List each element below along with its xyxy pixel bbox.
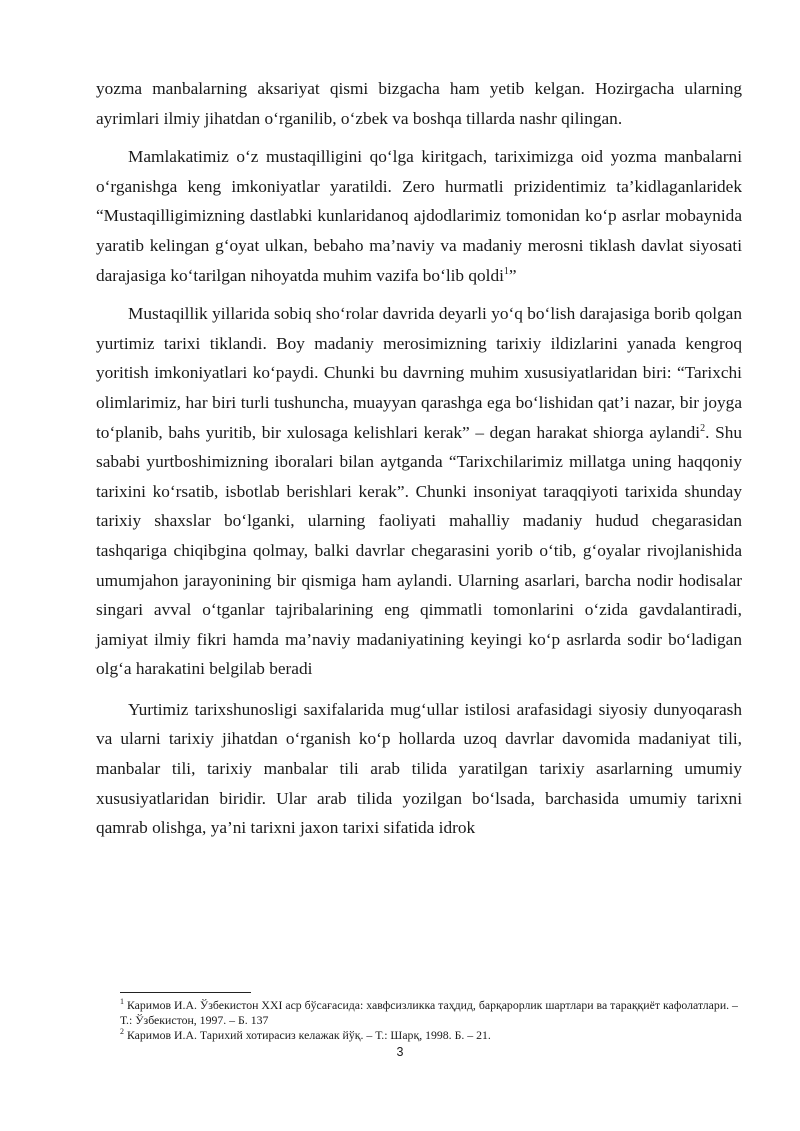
- footnote-ref-2[interactable]: 2: [700, 422, 706, 434]
- main-text: [96, 74, 742, 843]
- paragraph-3-text-a: Mustaqillik yillarida sobiq sho‘rolar davrida deyarli yo‘q bo‘lish darajasiga borib qolgan yurtimiz tarixi tiklandi. Boy madaniy merosimizning tarixiy ildizlarini yanada kengroq yoritish imkoniyatlari ko‘paydi. Chunki bu davrning muhim xususiyatlaridan biri: “Tarixchi olimlarimiz, har biri turli tushuncha, muayyan qarashga ega bo‘lishidan qat’i nazar, bir joyga to‘planib, bahs yuritib, bir xulosaga kelishlari kerak” – degan harakat shiorga aylandi: [96, 304, 742, 442]
- paragraph-1: [96, 74, 742, 133]
- page-number: 3: [396, 1045, 404, 1059]
- footnote-1-text: Каримов И.А. Ўзбекистон XXI аср бўсағасида: хавфсизликка таҳдид, барқарорлик шартлари ва тараққиёт кафолатлари. – Т.: Ўзбекистон, 1997. – Б. 137: [120, 998, 738, 1027]
- footnote-ref-1[interactable]: 1: [503, 265, 509, 277]
- footnotes: [120, 998, 748, 1043]
- footnote-2: [120, 1028, 748, 1043]
- paragraph-2: [96, 142, 742, 290]
- paragraph-1-text: yozma manbalarning aksariyat qismi bizgacha ham yetib kelgan. Hozirgacha ularning ayrimlari ilmiy jihatdan o‘rganilib, o‘zbek va boshqa tillarda nashr qilingan.: [96, 79, 742, 128]
- paragraph-2-text: Mamlakatimiz o‘z mustaqilligini qo‘lga kiritgach, tariximizga oid yozma manbalarni o‘rganishga keng imkoniyatlar yaratildi. Zero hurmatli prizidentimiz ta’kidlaganlaridek “Mustaqilligimizning dastlabki kunlaridanoq ajdodlarimiz tomonidan ko‘p asrlar mobaynida yaratib kelingan g‘oyat ulkan, bebaho ma’naviy va madaniy merosni tiklash davlat siyosati darajasiga ko‘tarilgan nihoyatda muhim vazifa bo‘lib qoldi: [96, 147, 742, 285]
- paragraph-3: [96, 299, 742, 684]
- paragraph-3-text-b: . Shu sababi yurtboshimizning iboralari bilan aytganda “Tarixchilarimiz millatga uning haqqoniy tarixini ko‘rsatib, isbotlab berishlari kerak”. Chunki insoniyat taraqqiyoti tarixida shunday tarixiy shaxslar bo‘lganki, ularning faoliyati mahalliy madaniy hudud chegarasidan tashqariga chiqibgina qolmay, balki davrlar chegarasini yorib o‘tib, g‘oyalar rivojlanishida umumjahon jarayonining bir qismiga ham aylandi. Ularning asarlari, barcha nodir hodisalar singari avval o‘tganlar tajribalarining eng qimmatli tomonlarini o‘zida gavdalantiradi, jamiyat ilmiy fikri hamda ma’naviy madaniyatining keyingi ko‘p asrlarda sodir bo‘ladigan olg‘a harakatini belgilab beradi: [96, 422, 742, 679]
- paragraph-4-text: Yurtimiz tarixshunosligi saxifalarida mug‘ullar istilosi arafasidagi siyosiy dunyoqarash va ularni tarixiy jihatdan o‘rganish ko‘p hollarda uzoq davrlar davomida madaniyat tili, manbalar tili, tarixiy manbalar tili arab tilida yaratilgan tarixiy asarlarning umumiy xususiyatlaridan biridir. Ular arab tilida yozilgan bo‘lsada, barchasida umumiy tarixni qamrab olishga, ya’ni tarixni jaxon tarixi sifatida idrok: [96, 699, 742, 838]
- footnote-1-mark: 1: [120, 997, 124, 1007]
- closing-quote: ”: [508, 265, 517, 285]
- footnote-2-mark: 2: [120, 1027, 124, 1037]
- footnote-2-text: Каримов И.А. Тарихий хотирасиз келажак йўқ. – Т.: Шарқ, 1998. Б. – 21.: [126, 1028, 491, 1042]
- footnote-1: [120, 998, 748, 1028]
- footnote-separator: [120, 992, 251, 993]
- paragraph-4: [96, 695, 742, 843]
